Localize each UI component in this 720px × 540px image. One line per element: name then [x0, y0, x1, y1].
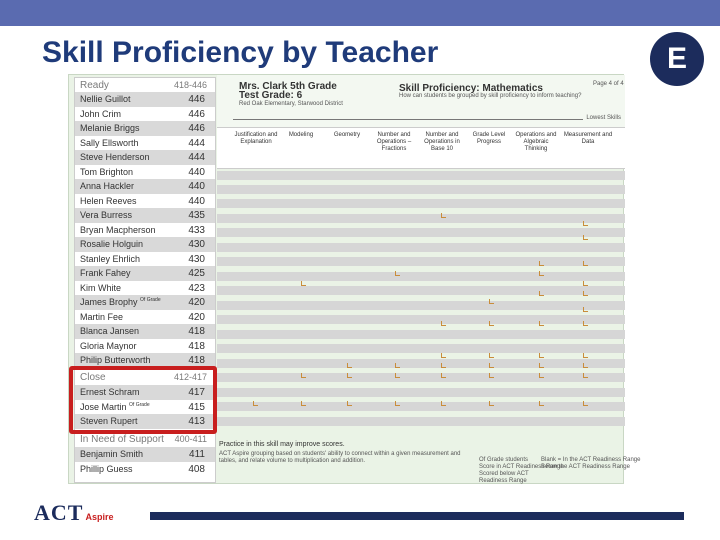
footnote-title: Practice in this skill may improve scores. — [219, 441, 345, 448]
grid-stripe — [217, 301, 625, 310]
student-name: Kim White — [80, 282, 122, 293]
group-label: In Need of Support — [80, 434, 164, 445]
skill-column-header: Grade Level Progress — [472, 132, 506, 145]
group-label: Close — [80, 372, 106, 383]
student-name: Stanley Ehrlich — [80, 253, 141, 264]
student-row — [75, 310, 215, 325]
student-row — [75, 208, 215, 223]
skill-column-headers — [217, 127, 625, 169]
skills-axis — [217, 115, 625, 125]
grid-stripe — [217, 286, 625, 295]
skill-column-header: Measurement and Data — [563, 132, 613, 145]
student-score: 444 — [188, 152, 205, 163]
section-badge: E — [650, 32, 704, 86]
student-name: Benjamin Smith — [80, 449, 144, 459]
student-score: 433 — [188, 224, 205, 236]
student-row — [75, 339, 215, 354]
page-number: Page 4 of 4 — [593, 81, 624, 87]
student-row — [75, 121, 215, 136]
grid-stripe — [217, 243, 625, 252]
teacher-name: Mrs. Clark 5th Grade — [239, 81, 337, 92]
check-mark-icon — [583, 401, 588, 406]
check-mark-icon — [301, 281, 306, 286]
check-mark-icon — [539, 363, 544, 368]
student-score: 408 — [188, 464, 205, 475]
grid-stripe — [217, 373, 625, 382]
check-mark-icon — [583, 221, 588, 226]
check-mark-icon — [539, 291, 544, 296]
student-score: 413 — [188, 416, 205, 427]
student-name: Anna Hackler — [80, 181, 135, 191]
student-name: Frank Fahey — [80, 268, 131, 278]
grid-stripe — [217, 315, 625, 324]
group-header-support — [75, 432, 215, 446]
school-name: Red Oak Elementary, Starwood District — [239, 101, 343, 107]
skill-column-header: Geometry — [333, 132, 361, 138]
group-range: 400-411 — [174, 434, 207, 444]
grid-stripe — [217, 257, 625, 266]
student-row — [75, 462, 215, 477]
grid-stripe — [217, 185, 625, 194]
group-range: 418-446 — [173, 80, 207, 90]
check-mark-icon — [441, 321, 446, 326]
student-row — [75, 237, 215, 252]
check-mark-icon — [441, 401, 446, 406]
student-name: Helen Reeves — [80, 195, 137, 206]
skill-column-header: Operations and Algebraic Thinking — [515, 132, 557, 152]
logo-act-text: ACT — [34, 500, 84, 525]
skill-column-header: Modeling — [288, 132, 314, 138]
student-name: Bryan Macpherson — [80, 224, 156, 235]
student-row — [75, 447, 215, 462]
legend-text: Score in ACT Readiness Range — [479, 464, 564, 470]
check-mark-icon — [539, 271, 544, 276]
student-score: 418 — [188, 355, 205, 366]
student-score: 444 — [188, 137, 205, 149]
check-mark-icon — [441, 363, 446, 368]
page-title: Skill Proficiency by Teacher — [42, 36, 439, 69]
student-score: 415 — [188, 401, 205, 413]
student-row — [75, 179, 215, 194]
grid-stripe — [217, 228, 625, 237]
legend-text: Blank = In the ACT Readiness Range — [541, 457, 641, 463]
legend-text: Below the ACT Readiness Range — [541, 464, 630, 470]
student-row — [75, 107, 215, 122]
student-name: Steve Henderson — [80, 152, 150, 162]
student-name: Phillip Guess — [80, 464, 133, 474]
lowest-skills-label: Lowest Skills — [586, 115, 621, 121]
check-mark-icon — [583, 235, 588, 240]
student-name: Tom Brighton — [80, 166, 134, 177]
student-score: 430 — [188, 253, 205, 265]
check-mark-icon — [489, 321, 494, 326]
check-mark-icon — [347, 363, 352, 368]
check-mark-icon — [489, 373, 494, 378]
check-mark-icon — [539, 353, 544, 358]
skill-column-header: Number and Operations in Base 10 — [424, 132, 460, 152]
legend-text: Readiness Range — [479, 478, 527, 484]
footnote-detail: ACT Aspire grouping based on students' ability to connect within a given measurement and tables, and relate volume to multiplication and addition. — [219, 451, 461, 464]
check-mark-icon — [395, 373, 400, 378]
student-row — [75, 194, 215, 209]
check-mark-icon — [583, 281, 588, 286]
skills-axis-arrow — [233, 119, 583, 120]
check-mark-icon — [489, 353, 494, 358]
check-mark-icon — [489, 363, 494, 368]
grade-tag: Of Grade — [129, 401, 150, 408]
check-mark-icon — [441, 373, 446, 378]
student-score: 446 — [188, 108, 205, 120]
student-name: Steven Rupert — [80, 416, 138, 426]
grid-stripe — [217, 330, 625, 339]
student-score: 446 — [188, 123, 205, 134]
check-mark-icon — [301, 401, 306, 406]
check-mark-icon — [539, 373, 544, 378]
student-row — [75, 295, 215, 310]
student-score: 418 — [188, 326, 205, 337]
student-name: Philip Butterworth — [80, 355, 151, 365]
grade-tag: Of Grade — [140, 297, 161, 303]
grid-stripe — [217, 272, 625, 281]
footer-bar — [150, 512, 684, 520]
skill-column-header: Number and Operations – Fractions — [376, 132, 412, 152]
student-name — [80, 297, 161, 307]
report-question: How can students be grouped by skill proficiency to inform teaching? — [399, 93, 582, 99]
student-score: 418 — [188, 340, 205, 352]
student-name-text: James Brophy — [80, 297, 138, 307]
check-mark-icon — [583, 373, 588, 378]
check-mark-icon — [583, 307, 588, 312]
legend-right — [541, 457, 640, 471]
student-row — [75, 252, 215, 267]
check-mark-icon — [395, 271, 400, 276]
student-row — [75, 324, 215, 339]
student-name: Sally Ellsworth — [80, 137, 139, 148]
student-row — [75, 281, 215, 296]
check-mark-icon — [583, 321, 588, 326]
student-score: 423 — [188, 282, 205, 294]
check-mark-icon — [395, 401, 400, 406]
grid-stripe — [217, 388, 625, 397]
check-mark-icon — [347, 373, 352, 378]
student-name: Ernest Schram — [80, 387, 140, 397]
student-name: Rosalie Holguin — [80, 239, 144, 249]
student-score: 430 — [188, 239, 205, 250]
student-score: 435 — [188, 210, 205, 221]
check-mark-icon — [539, 401, 544, 406]
student-name: Blanca Jansen — [80, 326, 140, 336]
grid-stripe — [217, 344, 625, 353]
student-name: Nellie Guillot — [80, 94, 131, 104]
student-score: 440 — [188, 166, 205, 178]
student-row — [75, 150, 215, 165]
check-mark-icon — [395, 363, 400, 368]
group-range: 412-417 — [173, 372, 207, 382]
group-header-ready — [75, 78, 215, 92]
student-score: 425 — [188, 268, 205, 279]
student-row — [75, 136, 215, 151]
check-mark-icon — [583, 363, 588, 368]
check-mark-icon — [253, 401, 258, 406]
student-score: 440 — [188, 181, 205, 192]
check-mark-icon — [489, 401, 494, 406]
skill-column-header: Justification and Explanation — [234, 132, 278, 145]
student-score: 446 — [188, 94, 205, 105]
check-mark-icon — [441, 213, 446, 218]
legend-text: Scored below ACT — [479, 471, 529, 477]
grid-stripe — [217, 402, 625, 411]
student-score: 417 — [188, 387, 205, 398]
act-aspire-logo — [34, 500, 113, 526]
check-mark-icon — [347, 401, 352, 406]
legend-text: Of Grade students — [479, 457, 529, 463]
student-name: John Crim — [80, 108, 122, 119]
student-score: 411 — [189, 449, 205, 460]
check-mark-icon — [583, 291, 588, 296]
student-score: 440 — [188, 195, 205, 207]
grid-stripe — [217, 171, 625, 180]
grid-stripe — [217, 214, 625, 223]
student-row — [75, 266, 215, 281]
student-name: Martin Fee — [80, 311, 124, 322]
check-mark-icon — [489, 299, 494, 304]
logo-aspire-text: Aspire — [85, 512, 114, 522]
grid-stripe — [217, 359, 625, 368]
student-name: Gloria Maynor — [80, 340, 137, 351]
top-banner — [0, 0, 720, 26]
check-mark-icon — [583, 353, 588, 358]
close-group-highlight — [69, 366, 217, 434]
student-name-text: Jose Martin — [80, 401, 127, 412]
check-mark-icon — [539, 321, 544, 326]
student-row — [75, 223, 215, 238]
report-title: Skill Proficiency: Mathematics — [399, 83, 543, 94]
check-mark-icon — [583, 261, 588, 266]
student-row — [75, 165, 215, 180]
test-grade: Test Grade: 6 — [239, 90, 303, 101]
check-mark-icon — [441, 353, 446, 358]
check-mark-icon — [539, 261, 544, 266]
grid-stripe — [217, 199, 625, 208]
check-mark-icon — [301, 373, 306, 378]
student-name: Melanie Briggs — [80, 123, 140, 133]
group-label: Ready — [80, 80, 109, 91]
student-score: 420 — [188, 297, 205, 308]
grid-stripe — [217, 417, 625, 426]
student-name: Vera Burress — [80, 210, 133, 220]
student-row — [75, 92, 215, 107]
student-score: 420 — [188, 311, 205, 323]
